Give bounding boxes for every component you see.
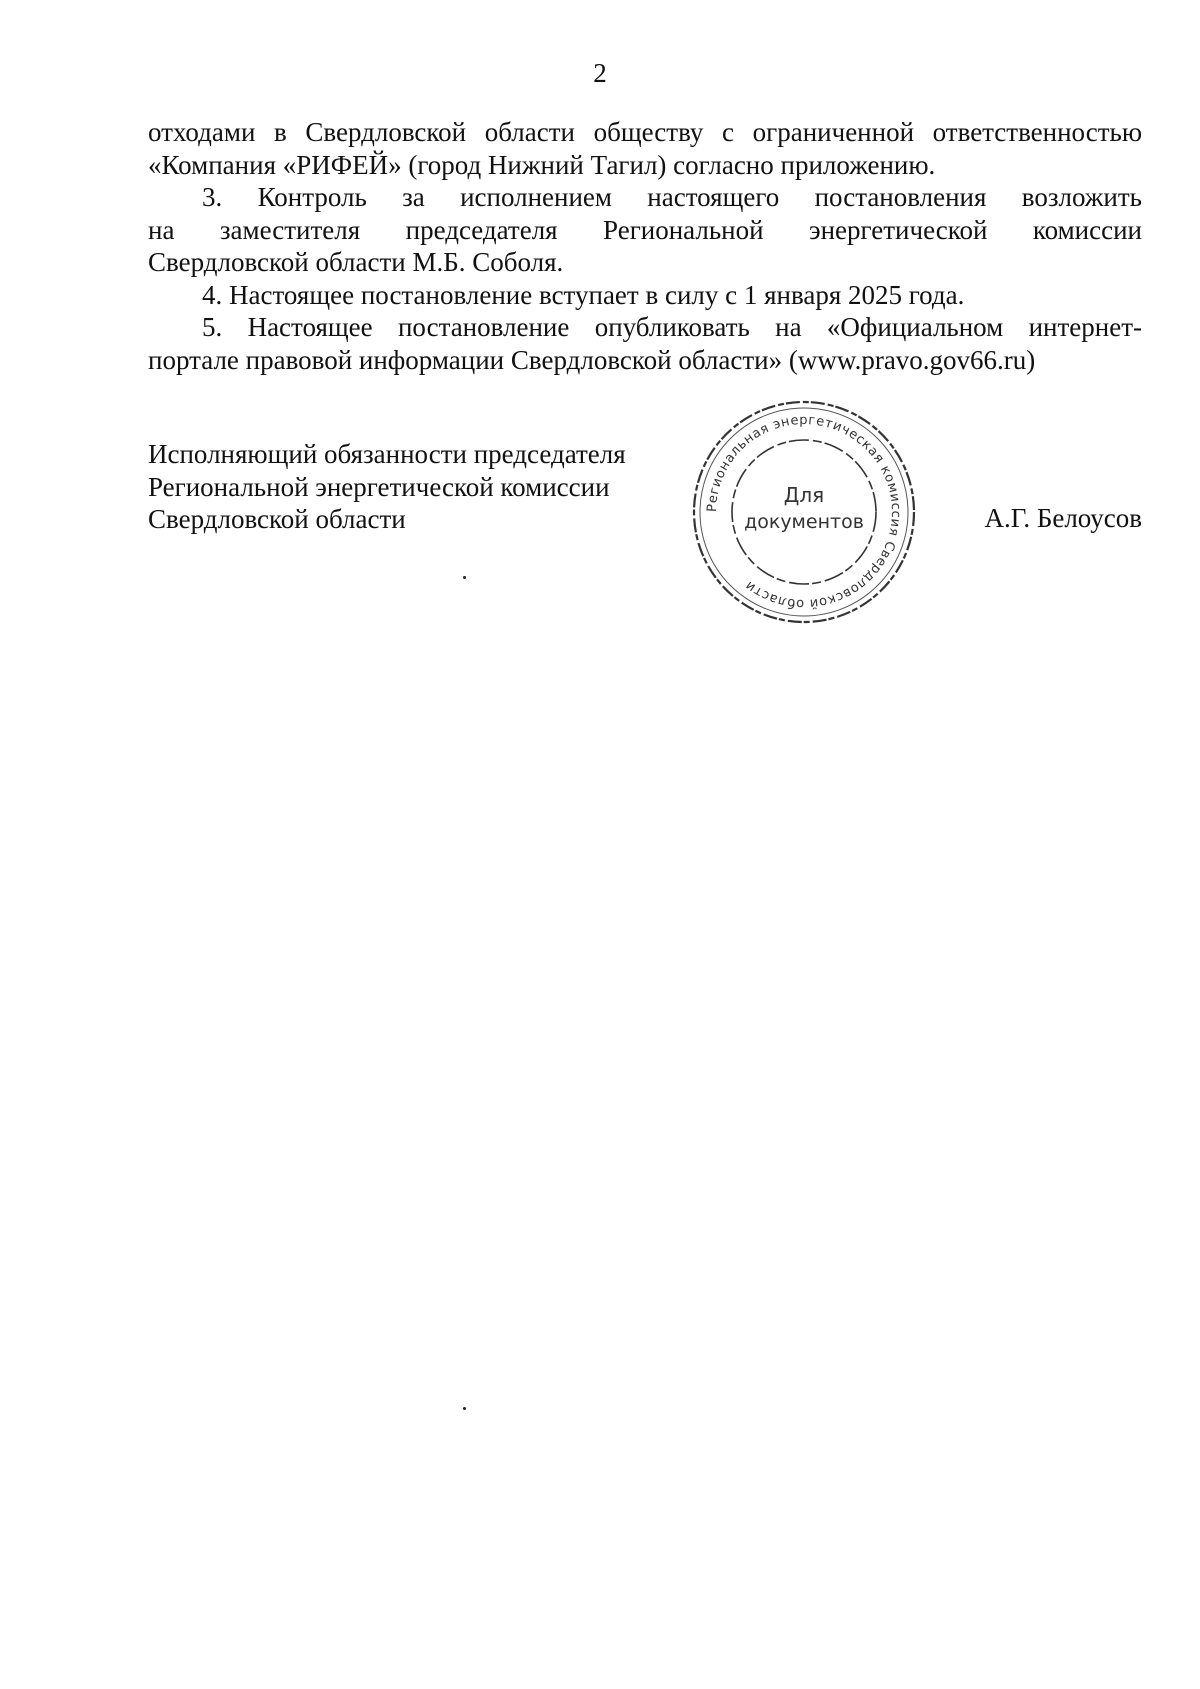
stamp-center-line-1: Для (783, 483, 825, 507)
document-body (148, 116, 1142, 376)
signature-title (148, 438, 668, 536)
item-5-line-1: 5. Настоящее постановление опубликовать на «Официальном интернет- (202, 312, 1142, 342)
item-3-line-3: Свердловской области М.Б. Соболя. (148, 247, 564, 277)
item-4: 4. Настоящее постановление вступает в силу с 1 января 2025 года. (202, 279, 965, 310)
signature-title-line-2: Региональной энергетической комиссии (148, 471, 610, 502)
item-5-line-2: портале правовой информации Свердловской области» (www.pravo.gov66.ru) (148, 344, 1036, 375)
stamp-center-line-2: документов (744, 511, 864, 533)
item-3-line-1: 3. Контроль за исполнением настоящего постановления возложить (202, 182, 1142, 212)
scan-speck (463, 1407, 466, 1410)
continuation-line-1: отходами в Свердловской области обществу с ограниченной ответственностью (148, 117, 1142, 147)
scan-speck (463, 576, 466, 579)
item-3-line-2: на заместителя председателя Региональной энергетической комиссии (148, 214, 1142, 245)
continuation-line-2: «Компания «РИФЕЙ» (город Нижний Тагил) согласно приложению. (148, 149, 936, 180)
signer-name: А.Г. Белоусов (984, 503, 1142, 533)
stamp-ring-text: Региональная энергетическая комиссия Свердловской области (704, 412, 904, 612)
signature-title-line-3: Свердловской области (148, 504, 406, 534)
signature-title-line-1: Исполняющий обязанности председателя (148, 439, 626, 469)
page-number: 2 (593, 58, 607, 88)
official-stamp (688, 396, 920, 628)
